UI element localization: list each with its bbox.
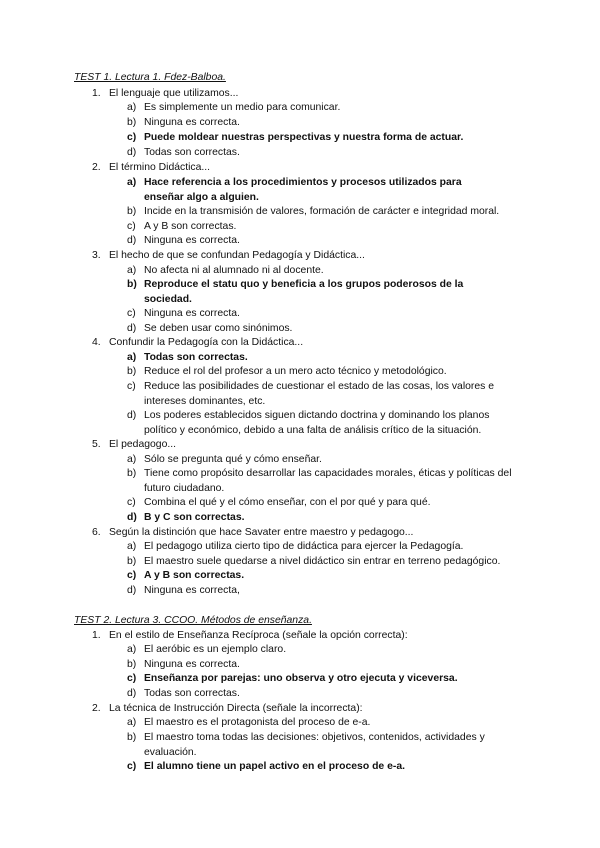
option-text: Todas son correctas.	[144, 147, 240, 158]
option-letter: c)	[127, 761, 137, 772]
question-number: 1.	[92, 88, 101, 99]
option-letter: b)	[127, 468, 137, 479]
option-text: Combina el qué y el cómo enseñar, con el por qué y para qué.	[144, 497, 431, 508]
option-text: El pedagogo utiliza cierto tipo de didáctica para ejercer la Pedagogía.	[144, 541, 464, 552]
option-letter: d)	[127, 323, 137, 334]
option-letter: a)	[127, 102, 137, 113]
option-letter: b)	[127, 732, 137, 743]
option-text: No afecta ni al alumnado ni al docente.	[144, 265, 324, 276]
option-text: Ninguna es correcta.	[144, 308, 240, 319]
question-text: Confundir la Pedagogía con la Didáctica...	[109, 337, 304, 348]
option-letter: a)	[127, 177, 137, 188]
option-text: Puede moldear nuestras perspectivas y nuestra forma de actuar.	[144, 132, 464, 143]
option-text: Incide en la transmisión de valores, formación de carácter e integridad moral.	[144, 206, 500, 217]
question-text: El lenguaje que utilizamos...	[109, 88, 239, 99]
option-text: Reproduce el statu quo y beneficia a los grupos poderosos de la sociedad.	[144, 279, 464, 305]
option-text: Los poderes establecidos siguen dictando doctrina y dominando los planos político y económico, debido a una falta de análisis crítico de la situación.	[144, 410, 490, 436]
option-text: B y C son correctas.	[144, 512, 245, 523]
question-number: 2.	[92, 162, 101, 173]
option-letter: b)	[127, 279, 137, 290]
option-text: Todas son correctas.	[144, 688, 240, 699]
option-letter: a)	[127, 717, 137, 728]
option-text: Sólo se pregunta qué y cómo enseñar.	[144, 454, 322, 465]
option-letter: c)	[127, 570, 137, 581]
question-text: Según la distinción que hace Savater entre maestro y pedagogo...	[109, 527, 414, 538]
option-letter: d)	[127, 410, 137, 421]
question-number: 3.	[92, 250, 101, 261]
option-text: El alumno tiene un papel activo en el proceso de e-a.	[144, 761, 405, 772]
option-letter: c)	[127, 497, 136, 508]
option-letter: b)	[127, 206, 137, 217]
question-number: 1.	[92, 630, 101, 641]
question-number: 6.	[92, 527, 101, 538]
question-number: 2.	[92, 703, 101, 714]
question-text: El pedagogo...	[109, 439, 177, 450]
option-letter: c)	[127, 673, 137, 684]
option-letter: a)	[127, 454, 137, 465]
option-letter: c)	[127, 308, 136, 319]
option-letter: a)	[127, 265, 137, 276]
option-text: A y B son correctas.	[144, 570, 245, 581]
question-text: El hecho de que se confundan Pedagogía y Didáctica...	[109, 250, 365, 261]
option-letter: c)	[127, 381, 136, 392]
option-letter: d)	[127, 585, 137, 596]
option-text: El aeróbic es un ejemplo claro.	[144, 644, 287, 655]
option-letter: d)	[127, 688, 137, 699]
option-text: Hace referencia a los procedimientos y procesos utilizados para enseñar algo a alguien.	[144, 177, 462, 203]
question-text: El término Didáctica...	[109, 162, 211, 173]
option-text: El maestro es el protagonista del proceso de e-a.	[144, 717, 371, 728]
question-number: 5.	[92, 439, 101, 450]
option-text: Ninguna es correcta.	[144, 117, 240, 128]
option-text: Ninguna es correcta.	[144, 659, 240, 670]
option-letter: a)	[127, 541, 137, 552]
option-letter: b)	[127, 556, 137, 567]
option-text: Ninguna es correcta.	[144, 235, 240, 246]
option-letter: d)	[127, 147, 137, 158]
question-text: En el estilo de Enseñanza Recíproca (señale la opción correcta):	[109, 630, 408, 641]
option-letter: c)	[127, 132, 137, 143]
option-letter: b)	[127, 659, 137, 670]
option-text: Todas son correctas.	[144, 352, 248, 363]
test2-title: TEST 2. Lectura 3. CCOO. Métodos de enseñanza.	[74, 615, 312, 626]
option-text: Reduce las posibilidades de cuestionar el estado de las cosas, los valores e intereses dominantes, etc.	[144, 381, 495, 407]
test1-title: TEST 1. Lectura 1. Fdez-Balboa.	[74, 72, 226, 83]
option-letter: a)	[127, 644, 137, 655]
option-letter: c)	[127, 221, 136, 232]
option-letter: d)	[127, 235, 137, 246]
option-letter: a)	[127, 352, 137, 363]
option-text: Ninguna es correcta,	[144, 585, 240, 596]
option-text: Enseñanza por parejas: uno observa y otro ejecuta y viceversa.	[144, 673, 458, 684]
option-letter: d)	[127, 512, 137, 523]
option-letter: b)	[127, 117, 137, 128]
option-text: El maestro toma todas las decisiones: objetivos, contenidos, actividades y evaluación.	[144, 732, 485, 758]
option-text: Tiene como propósito desarrollar las capacidades morales, éticas y políticas del futuro ciudadano.	[144, 468, 512, 494]
question-text: La técnica de Instrucción Directa (señale la incorrecta):	[109, 703, 363, 714]
option-text: Reduce el rol del profesor a un mero acto técnico y metodológico.	[144, 366, 447, 377]
option-text: A y B son correctas.	[144, 221, 237, 232]
option-text: El maestro suele quedarse a nivel didáctico sin entrar en terreno pedagógico.	[144, 556, 501, 567]
option-text: Es simplemente un medio para comunicar.	[144, 102, 341, 113]
option-letter: b)	[127, 366, 137, 377]
question-number: 4.	[92, 337, 101, 348]
option-text: Se deben usar como sinónimos.	[144, 323, 293, 334]
